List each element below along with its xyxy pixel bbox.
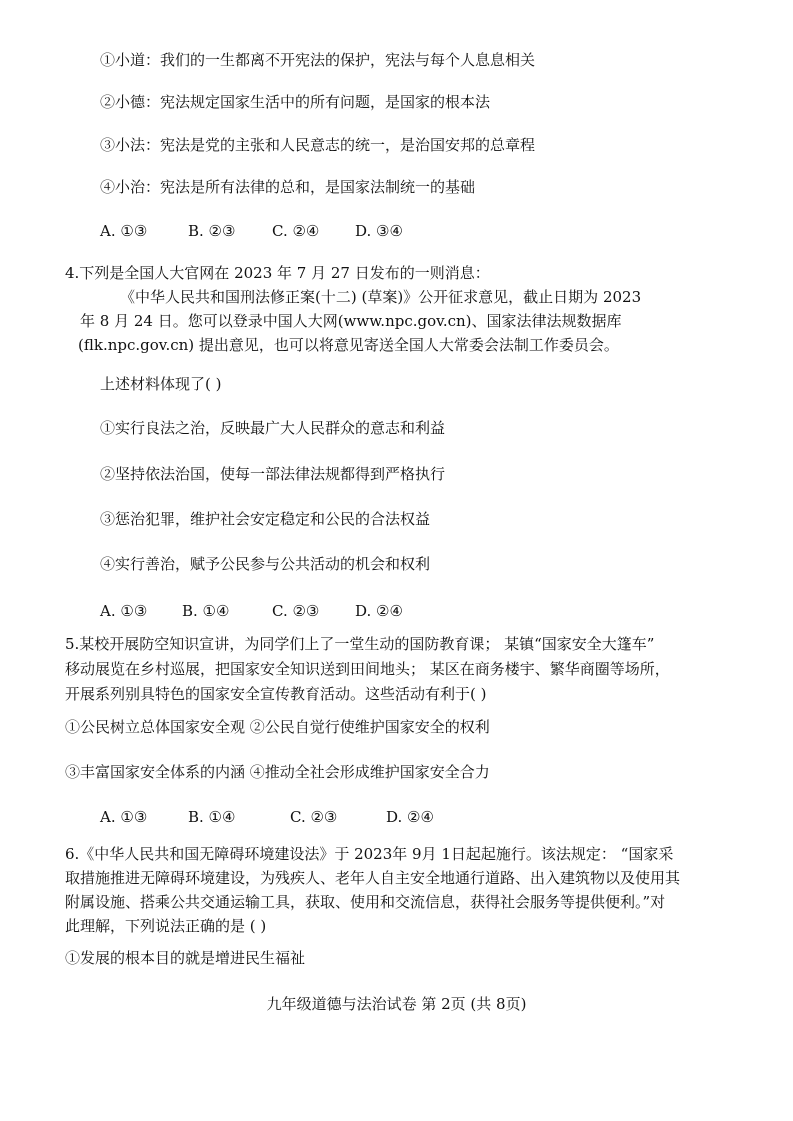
q5-stem-line-3: 开展系列别具特色的国家安全宣传教育活动。这些活动有利于( ): [65, 685, 487, 703]
q6-stem-line-2: 取措施推进无障碍环境建设，为残疾人、老年人自主安全地通行道路、出入建筑物以及使用其: [65, 869, 681, 887]
q5-statements-row-1: ①公民树立总体国家安全观 ②公民自觉行使维护国家安全的权利: [65, 718, 490, 736]
q3-option-c: C. ②④: [272, 222, 320, 240]
q4-statement-1: ①实行良法之治，反映最广大人民群众的意志和利益: [100, 419, 446, 437]
q4-material-line-1: 《中华人民共和国刑法修正案(十二) (草案)》公开征求意见，截止日期为 2023: [120, 288, 642, 306]
q3-statement-2: ②小德：宪法规定国家生活中的所有问题，是国家的根本法: [100, 93, 491, 111]
q4-statement-3: ③惩治犯罪，维护社会安定稳定和公民的合法权益: [100, 510, 431, 528]
q5-stem-line-1: 5.某校开展防空知识宣讲，为同学们上了一堂生动的国防教育课； 某镇“国家安全大篷车”: [65, 635, 655, 653]
q4-option-c: C. ②③: [272, 602, 320, 620]
q3-option-b: B. ②③: [188, 222, 236, 240]
q3-option-a: A. ①③: [100, 222, 148, 240]
q4-material-line-3: (flk.npc.gov.cn) 提出意见，也可以将意见寄送全国人大常委会法制工作委员会。: [78, 336, 619, 354]
q6-stem-line-1: 6.《中华人民共和国无障碍环境建设法》于 2023年 9月 1日起起施行。该法规定： “国家采: [65, 845, 674, 863]
q5-stem-line-2: 移动展览在乡村巡展，把国家安全知识送到田间地头； 某区在商务楼宇、繁华商圈等场所，: [65, 660, 670, 678]
q4-material-line-2: 年 8 月 24 日。您可以登录中国人大网(www.npc.gov.cn)、国家法律法规数据库: [80, 312, 622, 330]
q5-option-b: B. ①④: [188, 808, 236, 826]
q6-stem-line-4: 此理解，下列说法正确的是 ( ): [65, 917, 267, 935]
q3-statement-4: ④小治：宪法是所有法律的总和，是国家法制统一的基础: [100, 178, 476, 196]
q4-option-b: B. ①④: [182, 602, 230, 620]
q4-stem: 4.下列是全国人大官网在 2023 年 7 月 27 日发布的一则消息：: [65, 264, 490, 282]
q5-option-a: A. ①③: [100, 808, 148, 826]
q4-option-a: A. ①③: [100, 602, 148, 620]
q4-statement-2: ②坚持依法治国，使每一部法律法规都得到严格执行: [100, 465, 446, 483]
q4-option-d: D. ②④: [355, 602, 403, 620]
q5-option-c: C. ②③: [290, 808, 338, 826]
q5-statements-row-2: ③丰富国家安全体系的内涵 ④推动全社会形成维护国家安全合力: [65, 763, 490, 781]
q4-statement-4: ④实行善治，赋予公民参与公共活动的机会和权利: [100, 555, 431, 573]
q3-statement-1: ①小道：我们的一生都离不开宪法的保护，宪法与每个人息息相关: [100, 51, 536, 69]
page-footer: 九年级道德与法治试卷 第 2页 (共 8页): [266, 995, 527, 1013]
q6-stem-line-3: 附属设施、搭乘公共交通运输工具，获取、使用和交流信息，获得社会服务等提供便利。”对: [65, 893, 666, 911]
q4-question: 上述材料体现了( ): [100, 375, 222, 393]
q6-statement-1: ①发展的根本目的就是增进民生福祉: [65, 949, 306, 967]
q3-statement-3: ③小法：宪法是党的主张和人民意志的统一，是治国安邦的总章程: [100, 136, 536, 154]
q3-option-d: D. ③④: [355, 222, 403, 240]
q5-option-d: D. ②④: [386, 808, 434, 826]
